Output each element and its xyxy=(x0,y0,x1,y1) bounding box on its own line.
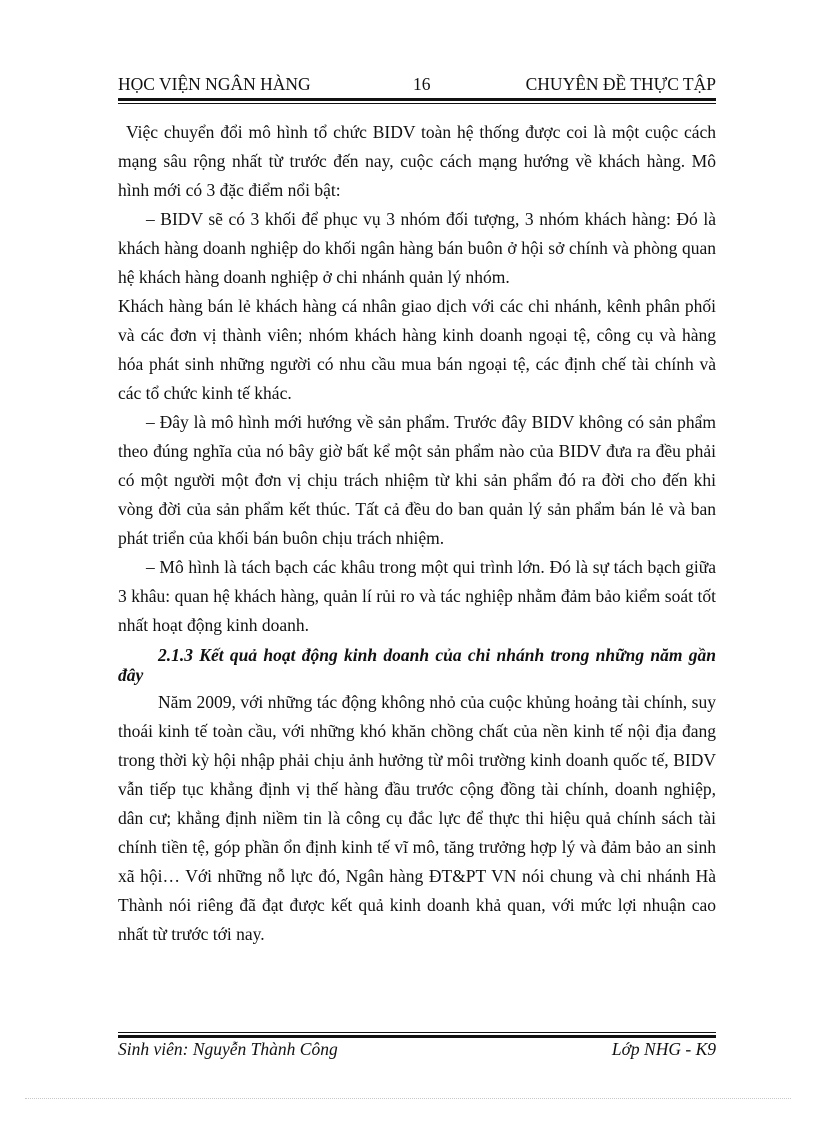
section-heading: 2.1.3 Kết quả hoạt động kinh doanh của chi nhánh trong những năm gần đây xyxy=(118,645,716,685)
page-header xyxy=(118,74,716,96)
header-rule-thin xyxy=(118,103,716,104)
paragraph-bullet-3: – Mô hình là tách bạch các khâu trong một qui trình lớn. Đó là sự tách bạch giữa 3 khâu: quan hệ khách hàng, quản lí rủi ro và tác nghiệp nhằm đảm bảo kiểm soát tốt nhất hoạt động kinh doanh. xyxy=(118,557,716,635)
page-number: 16 xyxy=(413,74,431,94)
page-footer xyxy=(118,1039,716,1061)
body-text xyxy=(118,118,716,949)
paragraph-retail: Khách hàng bán lẻ khách hàng cá nhân giao dịch với các chi nhánh, kênh phân phối và các đơn vị thành viên; nhóm khách hàng kinh doanh ngoại tệ, công cụ và hàng hóa phát sinh những người có nhu cầu mua bán ngoại tệ, các định chế tài chính và các tổ chức kinh tế khác. xyxy=(118,296,716,403)
paragraph-bullet-1: – BIDV sẽ có 3 khối để phục vụ 3 nhóm đối tượng, 3 nhóm khách hàng: Đó là khách hàng doanh nghiệp do khối ngân hàng bán buôn ở hội sở chính và phòng quan hệ khách hàng doanh nghiệp ở chi nhánh quản lý nhóm. xyxy=(118,209,716,287)
footer-class: Lớp NHG - K9 xyxy=(611,1039,716,1059)
paragraph-bullet-2: – Đây là mô hình mới hướng về sản phẩm. Trước đây BIDV không có sản phẩm theo đúng nghĩa của nó bây giờ bất kể một sản phẩm nào của BIDV đưa ra đều phải có một người một đơn vị chịu trách nhiệm từ khi sản phẩm đó ra đời cho đến khi vòng đời của sản phẩm kết thúc. Tất cả đều do ban quản lý sản phẩm bán lẻ và ban phát triển của khối bán buôn chịu trách nhiệm. xyxy=(118,412,716,548)
paragraph-results: Năm 2009, với những tác động không nhỏ của cuộc khủng hoảng tài chính, suy thoái kinh tế toàn cầu, với những khó khăn chồng chất của nền kinh tế nội địa đang trong thời kỳ hội nhập phải chịu ảnh hưởng từ môi trường kinh doanh quốc tế, BIDV vẫn tiếp tục khẳng định vị thế hàng đầu trước cộng đồng tài chính, doanh nghiệp, dân cư; khẳng định niềm tin là công cụ đắc lực để thực thi hiệu quả chính sách tài chính tiền tệ, góp phần ổn định kinh tế vĩ mô, tăng trưởng hợp lý và đảm bảo an sinh xã hội… Với những nỗ lực đó, Ngân hàng ĐT&PT VN nói chung và chi nhánh Hà Thành nói riêng đã đạt được kết quả kinh doanh khả quan, với mức lợi nhuận cao nhất từ trước tới nay. xyxy=(118,692,716,944)
footer-rule-thin xyxy=(118,1032,716,1033)
header-document-type: CHUYÊN ĐỀ THỰC TẬP xyxy=(525,74,716,94)
page-bottom-dotted-line xyxy=(25,1098,791,1099)
paragraph-intro: Việc chuyển đổi mô hình tổ chức BIDV toàn hệ thống được coi là một cuộc cách mạng sâu rộng nhất từ trước đến nay, cuộc cách mạng hướng về khách hàng. Mô hình mới có 3 đặc điểm nổi bật: xyxy=(118,122,716,200)
header-institution: HỌC VIỆN NGÂN HÀNG xyxy=(118,74,311,94)
header-rule-thick xyxy=(118,98,716,101)
footer-student: Sinh viên: Nguyễn Thành Công xyxy=(118,1039,338,1059)
footer-rule-thick xyxy=(118,1035,716,1038)
